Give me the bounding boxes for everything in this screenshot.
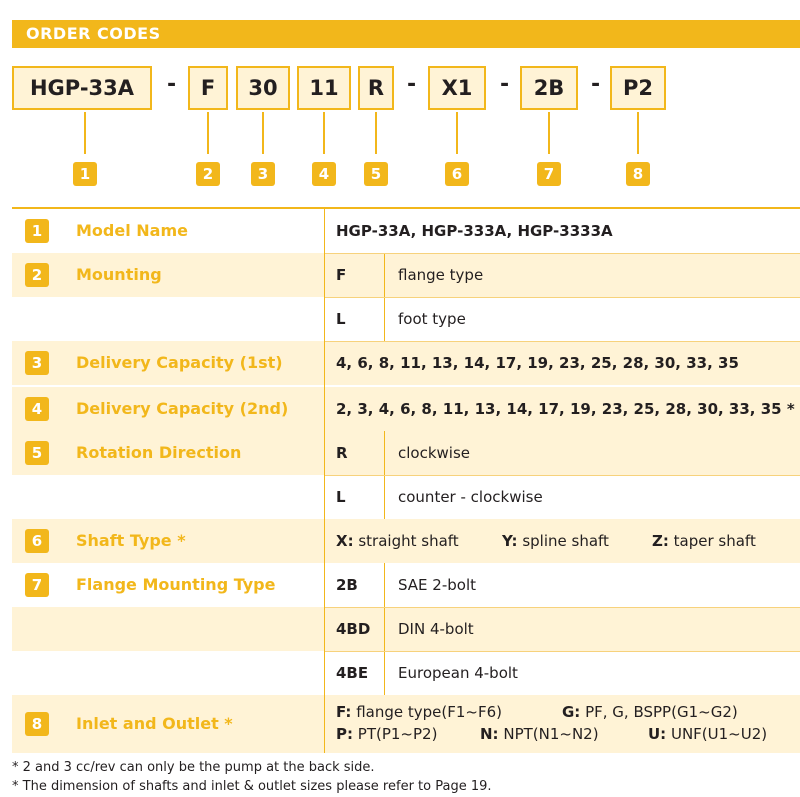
option-desc: European 4-bolt <box>398 664 518 682</box>
code-number-badge: 5 <box>364 162 388 186</box>
table-row-shaft <box>12 519 800 563</box>
connector-line <box>456 112 458 154</box>
option-code: L <box>336 310 346 328</box>
row-number-badge: 4 <box>25 397 49 421</box>
code-number-badge: 8 <box>626 162 650 186</box>
order-codes-header: ORDER CODES <box>12 20 800 48</box>
shaft-option: Z: taper shaft <box>652 532 756 550</box>
option-desc: flange type <box>398 266 484 284</box>
row-divider <box>324 607 800 608</box>
table-row-model <box>12 209 800 253</box>
inlet-option: P: PT(P1~P2) <box>336 725 438 743</box>
connector-line <box>323 112 325 154</box>
table-row-inlet <box>12 695 800 753</box>
row-label: Rotation Direction <box>76 443 242 462</box>
footnote: * The dimension of shafts and inlet & outlet sizes please refer to Page 19. <box>12 779 492 794</box>
cell-divider <box>384 651 385 695</box>
option-desc: counter - clockwise <box>398 488 543 506</box>
code-dash: - <box>407 72 417 97</box>
table-row-capacity-1st <box>12 341 800 385</box>
connector-line <box>262 112 264 154</box>
row-label: Inlet and Outlet * <box>76 714 233 733</box>
connector-line <box>375 112 377 154</box>
row-label: Shaft Type * <box>76 531 186 550</box>
option-desc: clockwise <box>398 444 471 462</box>
inlet-option: U: UNF(U1~U2) <box>648 725 768 743</box>
row-number-badge: 2 <box>25 263 49 287</box>
code-number-badge: 7 <box>537 162 561 186</box>
inlet-option: G: PF, G, BSPP(G1~G2) <box>562 703 738 721</box>
row-label: Delivery Capacity (2nd) <box>76 399 289 418</box>
table-row-rotation-2 <box>12 475 800 519</box>
capacity-values: 4, 6, 8, 11, 13, 14, 17, 19, 23, 25, 28, 30, 33, 35 <box>336 354 739 372</box>
row-label: Delivery Capacity (1st) <box>76 353 283 372</box>
code-dash: - <box>167 72 177 97</box>
code-number-badge: 6 <box>445 162 469 186</box>
row-number-badge: 3 <box>25 351 49 375</box>
code-box-shaft: X1 <box>428 66 486 110</box>
model-value: HGP-33A, HGP-333A, HGP-3333A <box>336 222 613 240</box>
code-box-mounting: F <box>188 66 228 110</box>
option-code: L <box>336 488 346 506</box>
spec-table <box>12 207 800 751</box>
code-dash: - <box>591 72 601 97</box>
connector-line <box>637 112 639 154</box>
option-code: 4BE <box>336 664 369 682</box>
code-number-badge: 2 <box>196 162 220 186</box>
row-divider <box>324 341 800 342</box>
cell-divider <box>384 253 385 297</box>
table-row-mounting <box>12 253 800 297</box>
column-divider <box>324 209 325 753</box>
option-desc: foot type <box>398 310 466 328</box>
option-desc: DIN 4-bolt <box>398 620 474 638</box>
table-row-flange-3 <box>12 651 800 695</box>
code-number-badge: 1 <box>73 162 97 186</box>
cell-divider <box>384 607 385 651</box>
row-number-badge: 8 <box>25 712 49 736</box>
inlet-option: F: flange type(F1~F6) <box>336 703 503 721</box>
footnote: * 2 and 3 cc/rev can only be the pump at the back side. <box>12 760 375 775</box>
connector-line <box>84 112 86 154</box>
inlet-option: N: NPT(N1~N2) <box>480 725 599 743</box>
row-divider <box>324 253 800 254</box>
cell-divider <box>384 297 385 341</box>
option-desc: SAE 2-bolt <box>398 576 477 594</box>
cell-divider <box>384 431 385 475</box>
shaft-option: X: straight shaft <box>336 532 459 550</box>
option-code: R <box>336 444 348 462</box>
cell-divider <box>384 563 385 607</box>
table-row-flange <box>12 563 800 607</box>
row-divider <box>324 475 800 476</box>
row-label: Flange Mounting Type <box>76 575 276 594</box>
connector-line <box>548 112 550 154</box>
code-box-rotation: R <box>358 66 394 110</box>
code-number-badge: 4 <box>312 162 336 186</box>
code-box-inlet: P2 <box>610 66 666 110</box>
footnotes <box>12 758 492 796</box>
option-code: 4BD <box>336 620 371 638</box>
table-row-flange-2 <box>12 607 800 651</box>
cell-divider <box>384 475 385 519</box>
table-row-capacity-2nd <box>12 387 800 431</box>
code-box-flange: 2B <box>520 66 578 110</box>
code-breakdown <box>0 0 800 190</box>
row-label: Mounting <box>76 265 162 284</box>
option-code: 2B <box>336 576 358 594</box>
row-divider <box>324 297 800 298</box>
code-box-capacity-2nd: 11 <box>297 66 351 110</box>
code-number-badge: 3 <box>251 162 275 186</box>
row-number-badge: 7 <box>25 573 49 597</box>
row-number-badge: 1 <box>25 219 49 243</box>
code-box-capacity-1st: 30 <box>236 66 290 110</box>
row-label: Model Name <box>76 221 188 240</box>
row-divider <box>324 651 800 652</box>
row-number-badge: 6 <box>25 529 49 553</box>
row-number-badge: 5 <box>25 441 49 465</box>
table-row-mounting-2 <box>12 297 800 341</box>
code-box-model: HGP-33A <box>12 66 152 110</box>
shaft-option: Y: spline shaft <box>502 532 609 550</box>
option-code: F <box>336 266 347 284</box>
capacity-values: 2, 3, 4, 6, 8, 11, 13, 14, 17, 19, 23, 25, 28, 30, 33, 35 * <box>336 400 795 418</box>
table-row-rotation <box>12 431 800 475</box>
connector-line <box>207 112 209 154</box>
code-dash: - <box>500 72 510 97</box>
